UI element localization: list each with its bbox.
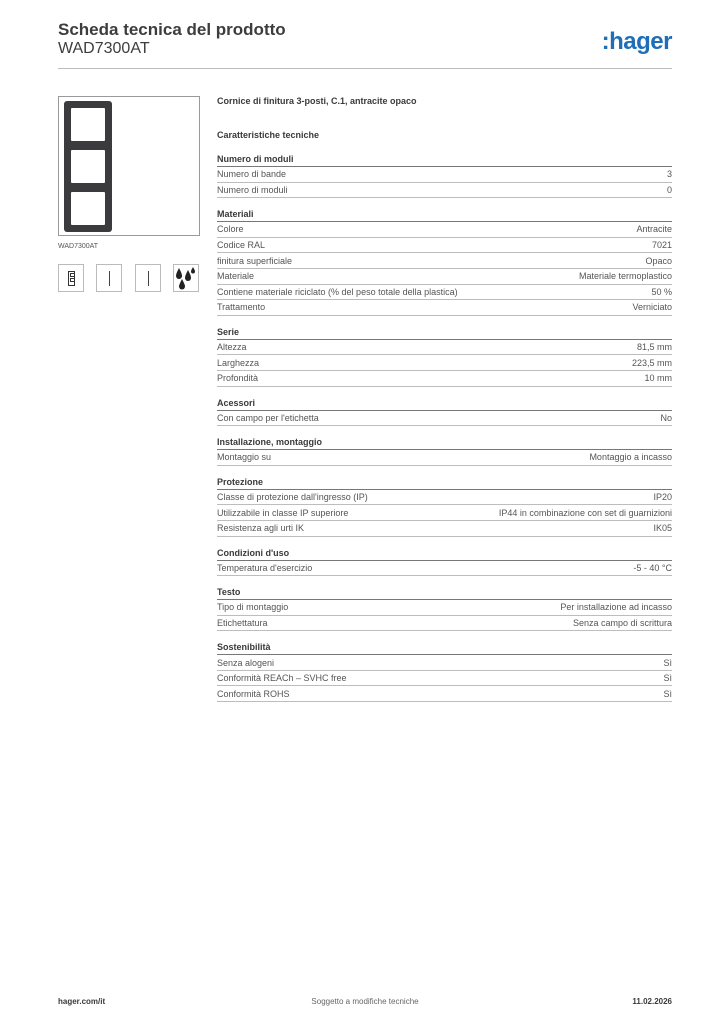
- spec-row: [217, 371, 672, 387]
- page-title: Scheda tecnica del prodotto: [58, 20, 286, 39]
- spec-value: Sì: [663, 688, 672, 699]
- spec-label: Materiale: [217, 271, 255, 282]
- spec-value: 0: [666, 184, 672, 195]
- spec-label: Montaggio su: [217, 452, 272, 463]
- spec-value: 50 %: [651, 286, 672, 297]
- spec-label: Numero di bande: [217, 169, 287, 180]
- line-icon: [135, 264, 161, 292]
- hager-logo: :hager: [601, 28, 672, 55]
- spec-value: No: [660, 412, 672, 423]
- spec-row: [217, 300, 672, 316]
- line-icon: [96, 264, 122, 292]
- spec-value: Sì: [663, 657, 672, 668]
- spec-section: [217, 153, 672, 198]
- spec-label: Codice RAL: [217, 240, 266, 251]
- spec-label: Colore: [217, 224, 244, 235]
- spec-label: Tipo di montaggio: [217, 602, 289, 613]
- spec-value: Montaggio a incasso: [589, 452, 672, 463]
- section-title: Materiali: [217, 208, 672, 222]
- spec-value: IP44 in combinazione con set di guarnizioni: [498, 507, 672, 518]
- spec-sections: [217, 153, 672, 702]
- spec-row: [217, 450, 672, 466]
- spec-row: [217, 285, 672, 301]
- spec-label: Larghezza: [217, 357, 260, 368]
- spec-value: Verniciato: [632, 302, 672, 313]
- spec-label: Trattamento: [217, 302, 266, 313]
- spec-label: Profondità: [217, 373, 259, 384]
- image-caption: WAD7300AT: [58, 243, 99, 250]
- spec-row: [217, 411, 672, 427]
- spec-section: [217, 641, 672, 702]
- frame-opening: [71, 192, 105, 225]
- mounting-frame-icon: [58, 264, 84, 292]
- spec-value: Per installazione ad incasso: [560, 602, 672, 613]
- spec-value: Materiale termoplastico: [578, 271, 672, 282]
- spec-section: [217, 397, 672, 427]
- spec-row: [217, 269, 672, 285]
- spec-row: [217, 616, 672, 632]
- spec-value: IP20: [653, 492, 672, 503]
- spec-label: Altezza: [217, 342, 247, 353]
- spec-label: Con campo per l'etichetta: [217, 412, 319, 423]
- spec-value: 223,5 mm: [631, 357, 672, 368]
- spec-value: Sì: [663, 673, 672, 684]
- spec-row: [217, 253, 672, 269]
- spec-label: Classe di protezione dall'ingresso (IP): [217, 492, 368, 503]
- specification-content: [217, 96, 672, 712]
- page-header: [58, 20, 286, 58]
- section-title: Acessori: [217, 397, 672, 411]
- footer-website: hager.com/it: [58, 997, 106, 1006]
- spec-row: [217, 686, 672, 702]
- spec-label: Etichettatura: [217, 617, 268, 628]
- spec-row: [217, 600, 672, 616]
- frame-opening: [71, 150, 105, 183]
- spec-section: [217, 547, 672, 577]
- spec-value: 81,5 mm: [636, 342, 672, 353]
- spec-row: [217, 222, 672, 238]
- spec-row: [217, 505, 672, 521]
- spec-label: Senza alogeni: [217, 657, 275, 668]
- spec-section: [217, 586, 672, 631]
- spec-value: IK05: [653, 523, 672, 534]
- spec-row: [217, 238, 672, 254]
- section-title: Serie: [217, 326, 672, 340]
- spec-row: [217, 340, 672, 356]
- section-title: Testo: [217, 586, 672, 600]
- spec-label: Utilizzabile in classe IP superiore: [217, 507, 349, 518]
- spec-row: [217, 490, 672, 506]
- spec-row: [217, 521, 672, 537]
- footer-date: 11.02.2026: [632, 997, 672, 1006]
- spec-label: Conformità ROHS: [217, 688, 290, 699]
- spec-row: [217, 655, 672, 671]
- section-title: Installazione, montaggio: [217, 436, 672, 450]
- footer-note: Soggetto a modifiche tecniche: [311, 997, 419, 1006]
- spec-row: [217, 671, 672, 687]
- frame-opening: [71, 108, 105, 141]
- spec-label: Numero di moduli: [217, 184, 288, 195]
- spec-value: 3: [666, 169, 672, 180]
- section-title: Sostenibilità: [217, 641, 672, 655]
- spec-label: finitura superficiale: [217, 255, 293, 266]
- spec-value: -5 - 40 °C: [633, 562, 672, 573]
- spec-label: Temperatura d'esercizio: [217, 562, 313, 573]
- spec-value: Antracite: [636, 224, 672, 235]
- spec-row: [217, 183, 672, 199]
- spec-row: [217, 355, 672, 371]
- spec-value: 10 mm: [644, 373, 672, 384]
- product-name: Cornice di finitura 3-posti, C.1, antracite opaco: [217, 96, 417, 106]
- spec-label: Resistenza agli urti IK: [217, 523, 305, 534]
- spec-value: 7021: [651, 240, 672, 251]
- frame-illustration: [64, 101, 112, 232]
- spec-section: [217, 436, 672, 466]
- water-drops-icon: [173, 264, 199, 292]
- spec-section: [217, 208, 672, 316]
- spec-value: Senza campo di scrittura: [572, 617, 672, 628]
- product-image: [58, 96, 200, 236]
- header-divider: [58, 68, 672, 69]
- tech-characteristics-heading: Caratteristiche tecniche: [217, 130, 320, 140]
- spec-row: [217, 167, 672, 183]
- section-title: Numero di moduli: [217, 153, 672, 167]
- section-title: Condizioni d'uso: [217, 547, 672, 561]
- spec-label: Conformità REACh – SVHC free: [217, 673, 347, 684]
- spec-section: [217, 326, 672, 387]
- spec-row: [217, 561, 672, 577]
- spec-section: [217, 476, 672, 537]
- spec-label: Contiene materiale riciclato (% del peso totale della plastica): [217, 286, 458, 297]
- product-code: WAD7300AT: [58, 40, 150, 57]
- spec-value: Opaco: [645, 255, 672, 266]
- section-title: Protezione: [217, 476, 672, 490]
